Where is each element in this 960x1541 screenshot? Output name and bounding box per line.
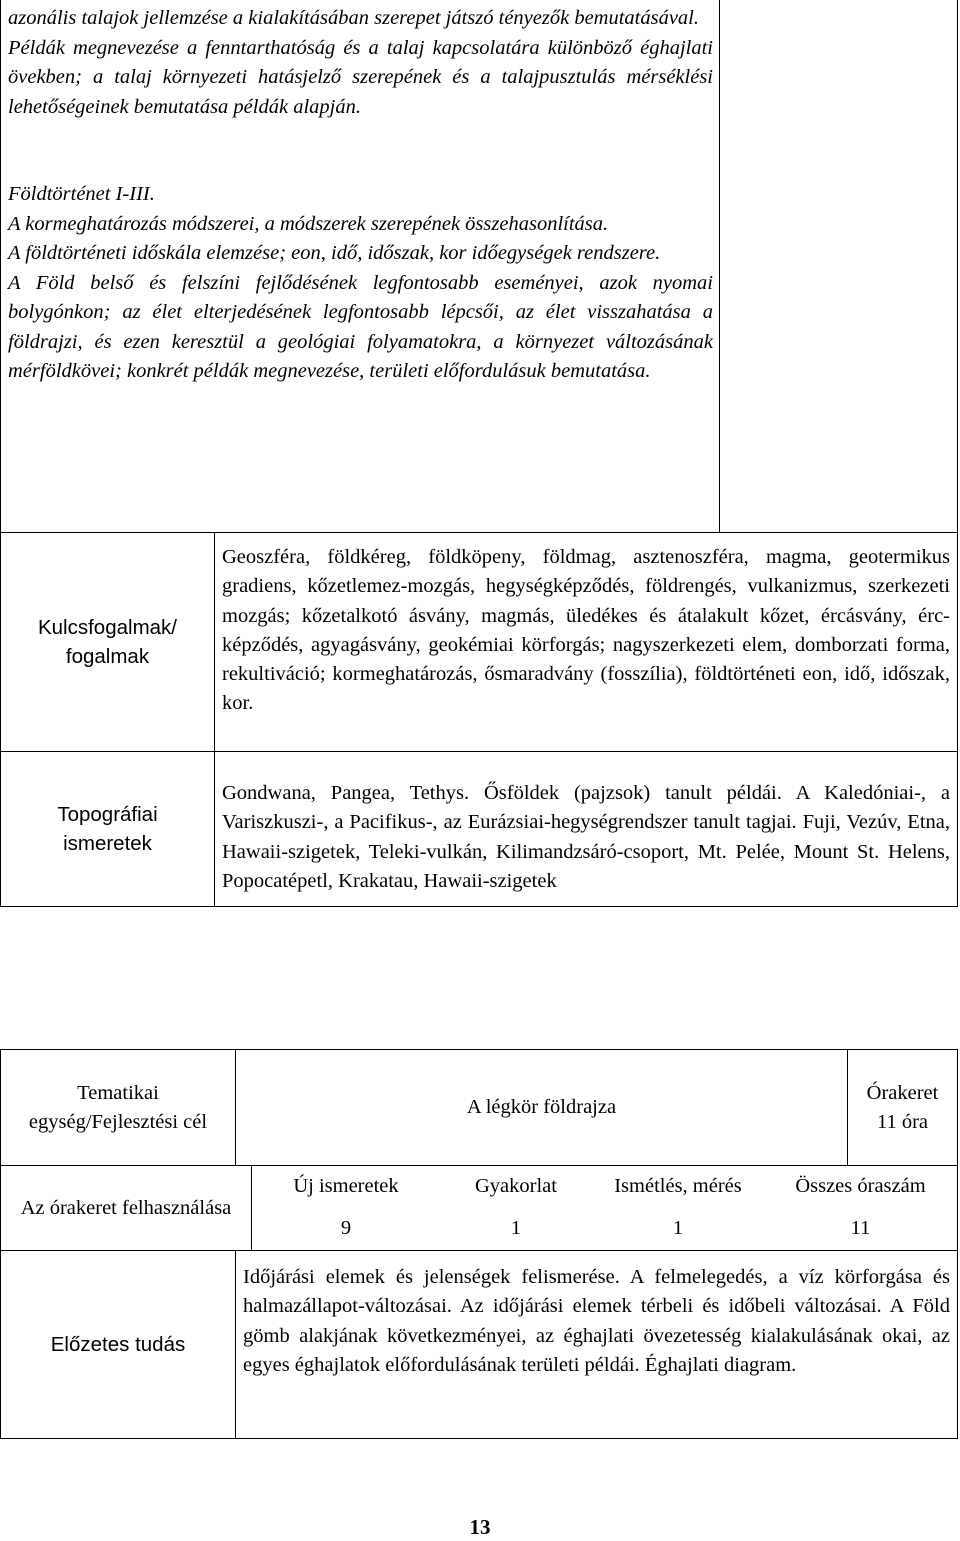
sustainability-text: Példák megnevezése a fenntarthatóság és a talaj kapcsolatára különböző éghajlati övekben; a talaj környezeti hatásjelző szerepének és a talajpusztulás mérséklési lehetőségeinek bemutatása példák alapján. <box>8 36 713 118</box>
concepts-table <box>0 532 960 907</box>
top-content-table <box>0 0 960 533</box>
timescale-text: A földtörténeti időskála elemzése; eon, idő, időszak, kor időegységek rendszere. <box>8 242 661 264</box>
prior-knowledge-text: Időjárási elemek és jelenségek felismerése. A felmelegedés, a víz körforgása és halmazállapot-változásai. Az időjárási elemek térbeli és időbeli változásai. A Föld gömb alakjának következményei, az éghajlati övezetesség kialakulásának okai, az egyes éghajlatok előfordulásának területi példái. Éghajlati diagram. <box>236 1251 958 1439</box>
earth-evolution-text: A Föld belső és felszíni fejlődésének legfontosabb eseményei, azok nyomai bolygónkon; az élet elterjedésének legfontosabb lépcsői, az élet visszahatása a földrajzi, és ezen keresztül a geológiai folyamatokra, a környezet változásának mérföldkövei; konkrét példák megnevezése, területi előfordulásuk bemutatása. <box>8 271 713 382</box>
usage-value-review: 1 <box>592 1208 764 1251</box>
usage-header-new: Új ismeretek <box>252 1166 441 1208</box>
page-number: 13 <box>469 1515 491 1539</box>
unit-title: A légkör földrajza <box>236 1050 848 1166</box>
usage-header-review: Ismétlés, mérés <box>614 1175 742 1198</box>
unit-header-label: Tematikai egység/Fejlesztési cél <box>1 1050 236 1166</box>
hours-label: Órakeret <box>866 1081 939 1104</box>
unit-table <box>0 1049 960 1439</box>
usage-value-new: 9 <box>252 1208 441 1251</box>
concepts-label: Kulcsfogalmak/ fogalmak <box>1 533 215 752</box>
hours-cell <box>848 1050 958 1166</box>
topography-text: Gondwana, Pangea, Tethys. Ősföldek (pajzsok) tanult példái. A Kaledóniai-, a Variszkuszi-, a Pacifikus-, az Eurázsiai-hegységrendszer tanult tagjai. Fuji, Vezúv, Etna, Hawaii-szigetek, Teleki-vulkán, Kilimandzsáró-csoport, Mt. Pelée, Mount St. Helens, Popocatépetl, Krakatau, Hawaii-szigetek <box>215 752 958 907</box>
usage-label: Az órakeret felhasználása <box>1 1166 252 1251</box>
concepts-text: Geoszféra, földkéreg, földköpeny, földmag, asztenoszféra, magma, geotermikus gradiens, kőzetlemez-mozgás, hegységképződés, földrengés, vulkanizmus, szerkezeti mozgás; kőzetalkotó ásvány, magmás, üledékes és átalakult kőzet, ércásvány, ércképződés, agyagásvány, geokémiai körforgás; nagyszerkezeti elem, domborzati forma, rekultiváció; kormeghatározás, ősmaradvány (fosszília), földtörténeti eon, idő, időszak, kor. <box>215 533 958 752</box>
usage-header-practice: Gyakorlat <box>475 1175 557 1198</box>
dating-methods-text: A kormeghatározás módszerei, a módszerek szerepének összehasonlítása. <box>8 212 609 235</box>
earth-history-title: Földtörténet I-III. <box>8 183 155 205</box>
usage-value-practice: 1 <box>440 1208 592 1251</box>
top-text-cell <box>1 0 720 533</box>
prior-knowledge-label: Előzetes tudás <box>1 1251 236 1439</box>
topography-label: Topográfiai ismeretek <box>1 752 215 907</box>
usage-value-total: 11 <box>764 1208 958 1251</box>
usage-header-total: Összes óraszám <box>764 1166 958 1208</box>
hours-value: 11 óra <box>876 1110 929 1133</box>
soil-factors-text: azonális talajok jellemzése a kialakításában szerepet játszó tényezők bemutatásával. <box>8 7 700 29</box>
top-empty-cell <box>720 0 958 533</box>
